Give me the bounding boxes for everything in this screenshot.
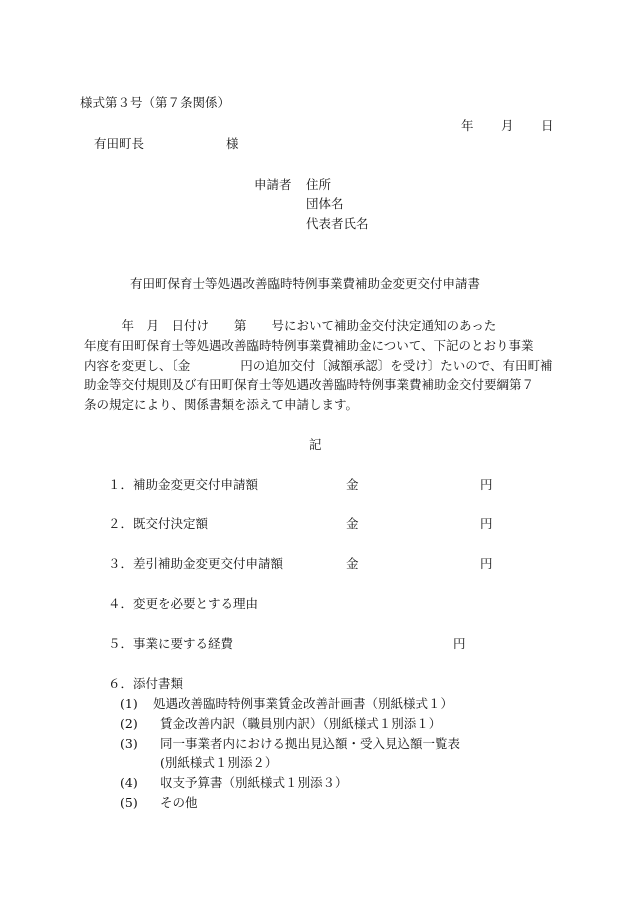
body-line: 年 月 日付け 第 号において補助金交付決定通知のあった	[84, 318, 497, 333]
applicant-address: 住所	[306, 177, 332, 192]
item-number: ５．	[108, 636, 134, 651]
attachment-number: (3)	[120, 736, 138, 751]
item-label: 事業に要する経費	[133, 636, 234, 651]
attachment-text-continued: (別紙様式１別添２）	[160, 755, 278, 770]
item-yen: 円	[480, 556, 493, 571]
item-number: ４．	[108, 596, 134, 611]
attachment-text: その他	[160, 795, 198, 810]
attachment-text: 同一事業者内における拠出見込額・受入見込額一覧表	[160, 736, 461, 751]
body-line: 内容を変更し、〔金 円の追加交付〔減額承認〕を受け〕たいので、有田町補	[84, 358, 553, 373]
attachment-text: 賃金改善内訳（職員別内訳）（別紙様式１別添１）	[160, 716, 442, 731]
item-label: 補助金変更交付申請額	[133, 477, 259, 492]
form-label: 様式第３号（第７条関係）	[80, 95, 231, 110]
item-yen: 円	[480, 516, 493, 531]
item-label: 既交付決定額	[133, 516, 209, 531]
date-month: 月	[501, 118, 514, 133]
item-number: ３．	[108, 556, 134, 571]
item-number: ６．	[108, 676, 134, 691]
body-line: 年度有田町保育士等処遇改善臨時特例事業費補助金について、下記のとおり事業	[84, 338, 534, 353]
date-day: 日	[541, 118, 554, 133]
applicant-representative: 代表者氏名	[306, 216, 369, 231]
item-number: ２．	[108, 516, 134, 531]
item-label: 差引補助金変更交付申請額	[133, 556, 284, 571]
body-line: 助金等交付規則及び有田町保育士等処遇改善臨時特例事業費補助金交付要綱第７	[84, 377, 535, 392]
ki-heading: 記	[309, 437, 322, 452]
attachment-number: (1)	[120, 696, 138, 711]
item-kin: 金	[346, 477, 359, 492]
item-kin: 金	[346, 556, 359, 571]
item-yen: 円	[480, 477, 493, 492]
body-line: 条の規定により、関係書類を添えて申請します。	[84, 397, 359, 412]
applicant-label: 申請者	[254, 177, 292, 192]
item-kin: 金	[346, 516, 359, 531]
applicant-organization: 団体名	[306, 196, 344, 211]
item-number: １．	[108, 477, 134, 492]
item-yen: 円	[453, 636, 466, 651]
addressee-honorific: 様	[226, 136, 239, 151]
attachment-number: (5)	[120, 795, 138, 810]
addressee-name: 有田町長	[94, 136, 145, 151]
attachment-text: 処遇改善臨時特例事業賃金改善計画書（別紙様式１）	[153, 696, 454, 711]
attachment-text: 収支予算書（別紙様式１別添３）	[160, 775, 348, 790]
attachment-number: (2)	[120, 716, 138, 731]
item-label: 添付書類	[133, 676, 184, 691]
date-year: 年	[461, 118, 474, 133]
attachment-number: (4)	[120, 775, 138, 790]
item-label: 変更を必要とする理由	[133, 596, 259, 611]
document-title: 有田町保育士等処遇改善臨時特例事業費補助金変更交付申請書	[130, 276, 481, 291]
